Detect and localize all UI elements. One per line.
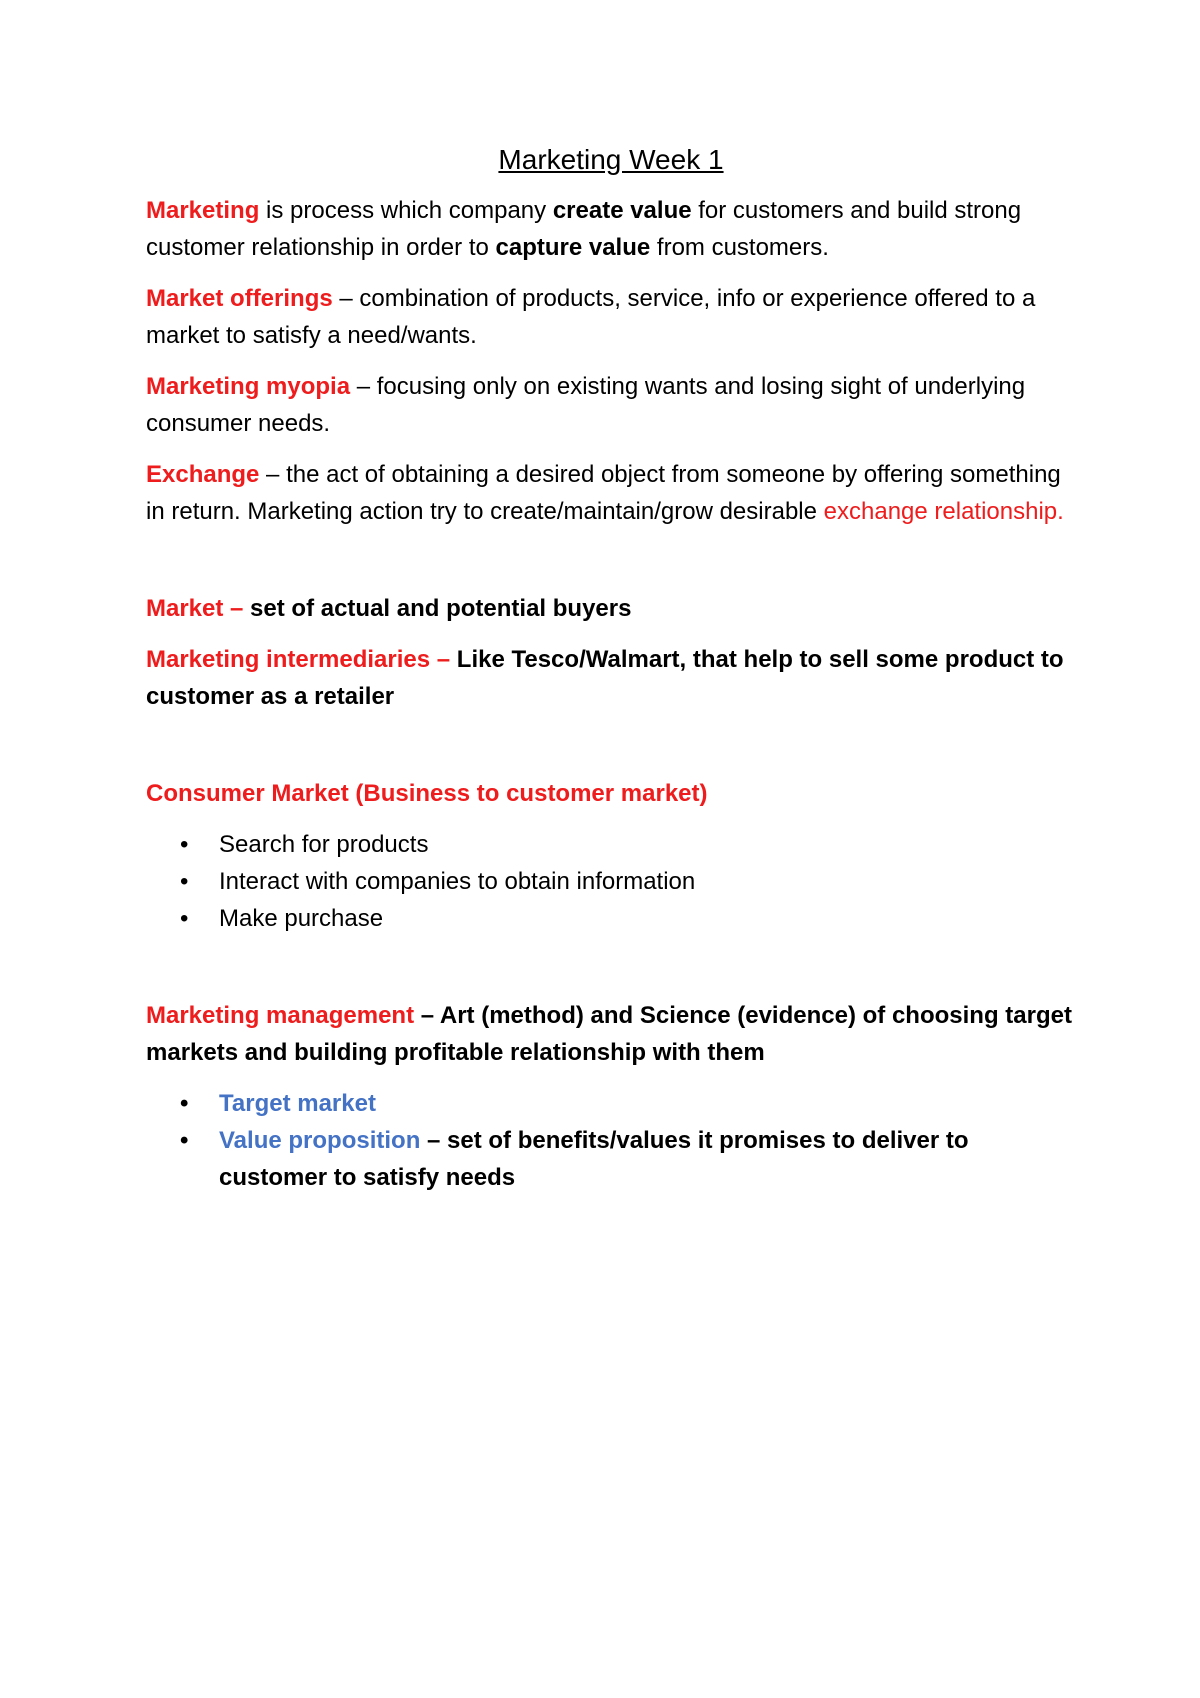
bullet-icon: • — [180, 905, 189, 932]
term-market: Market – — [146, 595, 244, 622]
list-item-text: Interact with companies to obtain information — [219, 868, 696, 895]
spacer — [146, 729, 1076, 775]
list-item-text: Search for products — [219, 831, 429, 858]
list-item — [146, 863, 1076, 900]
management-list — [146, 1085, 1076, 1196]
definition-text: – focusing only on existing wants and losing sight of underlying consumer needs. — [146, 373, 1026, 437]
term-marketing: Marketing — [146, 197, 260, 224]
definition-text: Like Tesco/Walmart, that help to sell some product to customer as a retailer — [146, 646, 1064, 710]
spacer — [146, 951, 1076, 997]
definition-text: – the act of obtaining a desired object from someone by offering something in return. Marketing action try to create/maintain/grow desirable — [146, 461, 1061, 525]
paragraph-exchange — [146, 456, 1076, 530]
paragraph-marketing-management — [146, 997, 1076, 1071]
bullet-icon: • — [180, 868, 189, 895]
consumer-market-list — [146, 826, 1076, 937]
list-item-text: Make purchase — [219, 905, 384, 932]
list-item — [146, 1122, 1076, 1196]
list-item — [146, 1085, 1076, 1122]
definition-text: – combination of products, service, info or experience offered to a market to satisfy a need/wants. — [146, 285, 1036, 349]
heading-consumer-market: Consumer Market (Business to customer market) — [146, 780, 708, 807]
spacer — [146, 544, 1076, 590]
paragraph-marketing-myopia — [146, 368, 1076, 442]
term-marketing-myopia: Marketing myopia — [146, 373, 351, 400]
term-target-market: Target market — [219, 1090, 376, 1117]
term-marketing-intermediaries: Marketing intermediaries – — [146, 646, 451, 673]
term-marketing-management: Marketing management — [146, 1002, 415, 1029]
bold-capture-value: capture value — [495, 234, 651, 261]
bullet-icon: • — [180, 1090, 189, 1117]
bold-create-value: create value — [552, 197, 692, 224]
text-segment: is process which company — [259, 197, 553, 224]
paragraph-market — [146, 590, 1076, 627]
page-title: Marketing Week 1 — [498, 144, 724, 175]
text-segment: for customers and build strong customer relationship in order to — [146, 197, 1022, 261]
highlight-exchange-relationship: exchange relationship. — [823, 498, 1064, 525]
term-exchange: Exchange — [146, 461, 260, 488]
paragraph-market-offerings — [146, 280, 1076, 354]
list-item — [146, 900, 1076, 937]
bullet-icon: • — [180, 1127, 189, 1154]
paragraph-marketing — [146, 192, 1076, 266]
term-value-proposition: Value proposition — [219, 1127, 421, 1154]
paragraph-marketing-intermediaries — [146, 641, 1076, 715]
bullet-icon: • — [180, 831, 189, 858]
definition-text: – set of benefits/values it promises to deliver to customer to satisfy needs — [219, 1127, 969, 1191]
document-content — [146, 140, 1076, 1210]
text-segment: from customers. — [650, 234, 829, 261]
list-item — [146, 826, 1076, 863]
definition-text: – Art (method) and Science (evidence) of choosing target markets and building profitable relationship with them — [146, 1002, 1072, 1066]
definition-text: set of actual and potential buyers — [243, 595, 632, 622]
term-market-offerings: Market offerings — [146, 285, 333, 312]
